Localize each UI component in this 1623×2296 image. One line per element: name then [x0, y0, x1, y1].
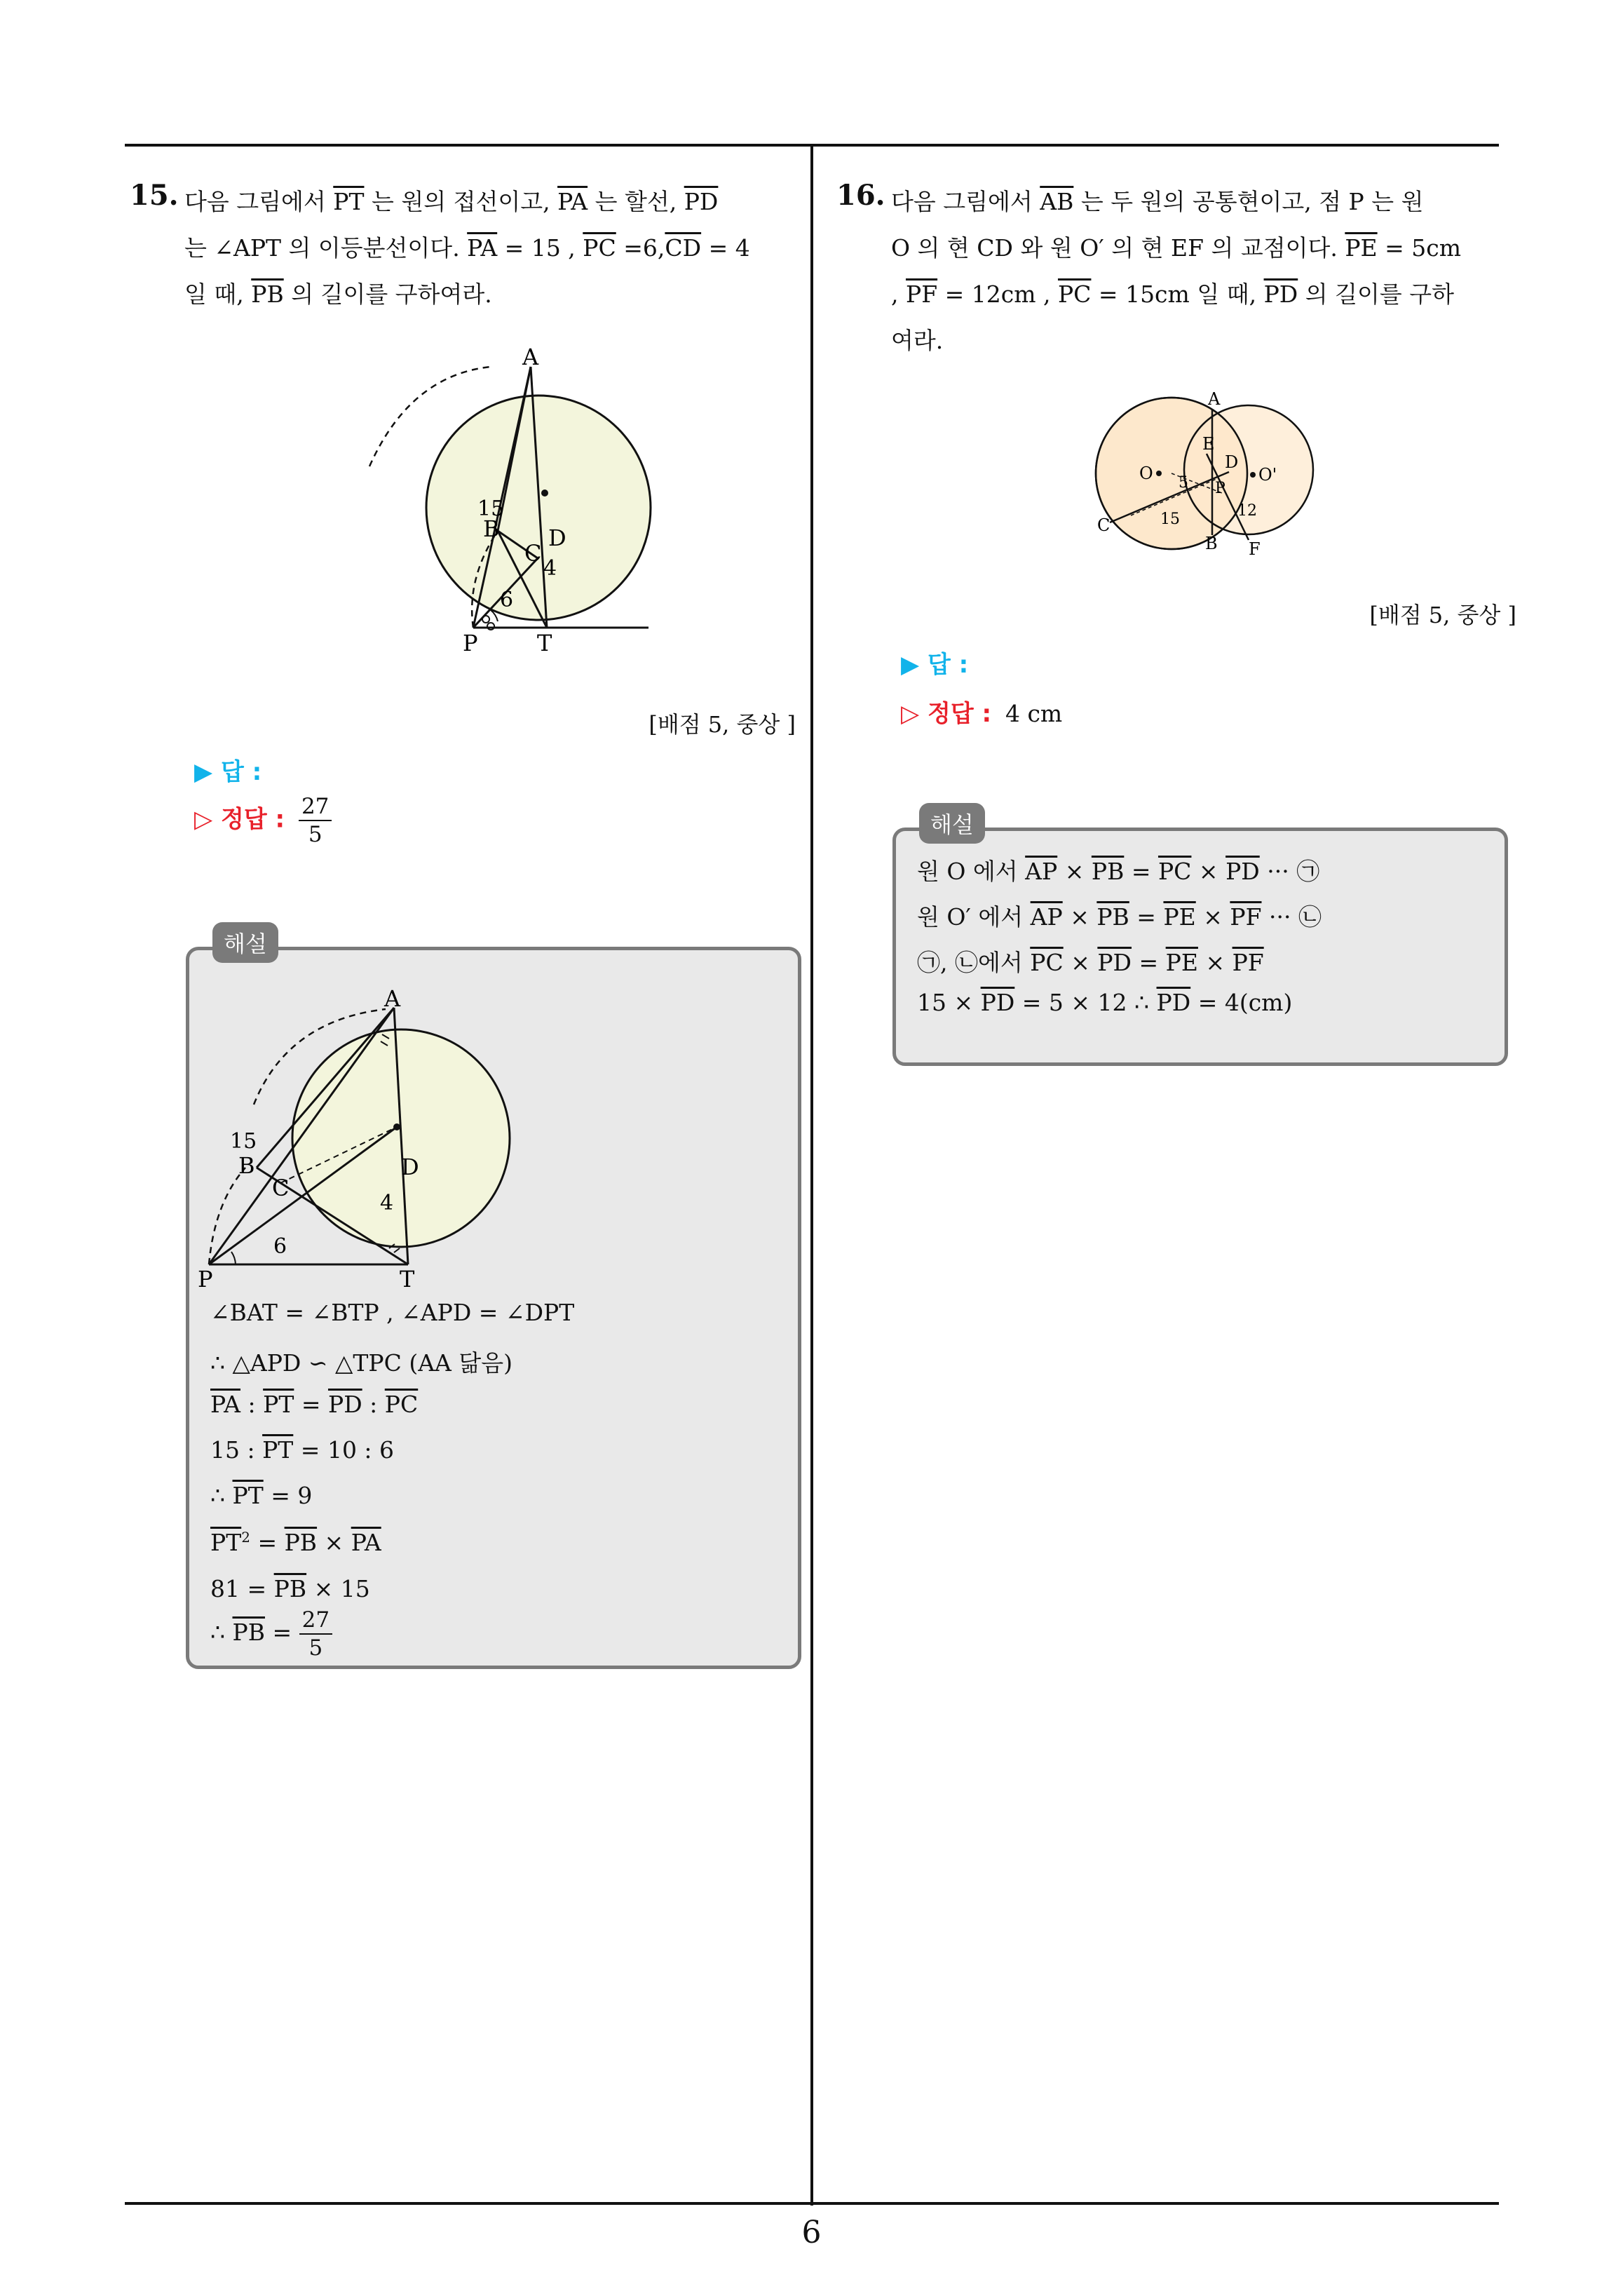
label-A: A	[522, 344, 539, 370]
answer-label: ▶ 답 :	[194, 758, 262, 786]
label-4: 4	[543, 556, 557, 581]
question-line-1: 다음 그림에서 $\overline{PT}$ 는 원의 접선이고, $\overline{PA}$ 는 할선, $\overline{PD}$	[184, 188, 719, 215]
correct-answer-row	[194, 793, 332, 848]
label-12: 12	[1237, 502, 1257, 520]
label-B: B	[483, 515, 500, 542]
solution-tab: 해설	[919, 803, 985, 844]
question-line-1: 다음 그림에서 $\overline{AB}$ 는 두 원의 공통현이고, 점 P 는 원	[891, 188, 1424, 215]
solution-line-6: $\overline{PT}^2 = \overline{PB} \times \overline{PA}$	[210, 1529, 381, 1556]
solution-box	[892, 828, 1508, 1066]
question-number: 15.	[130, 179, 179, 212]
solution-line-3: $\overline{PA}$ : $\overline{PT} = \overline{PD}$ : $\overline{PC}$	[210, 1391, 419, 1418]
question-line-2: O 의 현 CD 와 원 O′ 의 현 EF 의 교점이다. $\overline{PE} = 5cm$	[891, 234, 1462, 262]
solution-line-1: ∠BAT = ∠BTP , ∠APD = ∠DPT	[210, 1299, 575, 1326]
label-C: C	[1097, 515, 1111, 535]
sol-label-6: 6	[273, 1234, 287, 1259]
sol-label-15: 15	[230, 1129, 257, 1154]
label-C: C	[524, 540, 542, 567]
label-O-prime: O'	[1258, 465, 1277, 485]
answer-row	[901, 645, 968, 680]
answer-label: ▶ 답 :	[901, 651, 969, 679]
sol-label-P: P	[198, 1266, 213, 1292]
label-A: A	[1208, 389, 1221, 409]
label-5: 5	[1179, 474, 1188, 492]
label-15: 15	[477, 497, 505, 521]
question-15	[130, 179, 803, 1661]
solution-figure	[198, 985, 526, 1294]
solution-line-2: 원 O′ 에서 $\overline{AP} \times \overline{PB} = \overline{PE} \times \overline{PF}$ ··· ㉡	[917, 903, 1322, 931]
label-P: P	[1215, 480, 1225, 497]
correct-answer-value: 4 cm	[1005, 700, 1063, 727]
label-D: D	[548, 525, 566, 551]
label-P: P	[463, 630, 478, 656]
score-label: [배점 5, 중상 ]	[1369, 602, 1516, 628]
question-16	[836, 179, 1516, 1016]
answer-row	[194, 752, 262, 787]
label-6: 6	[500, 588, 514, 612]
label-15: 15	[1160, 511, 1180, 528]
question-line-3: 일 때, $\overline{PB}$ 의 길이를 구하여라.	[184, 281, 492, 308]
solution-line-7: $81 = \overline{PB} \times 15$	[210, 1575, 370, 1602]
column-divider	[810, 144, 813, 2206]
sol-label-T: T	[400, 1266, 415, 1292]
score-label: [배점 5, 중상 ]	[648, 711, 796, 738]
label-D: D	[1225, 452, 1239, 472]
solution-line-3: ㉠, ㉡에서 $\overline{PC} \times \overline{PD} = \overline{PE} \times \overline{PF}$	[917, 949, 1264, 976]
sol-label-C: C	[272, 1175, 290, 1201]
question-figure	[1082, 389, 1334, 559]
sol-label-A: A	[384, 985, 401, 1012]
solution-tab: 해설	[212, 922, 278, 963]
correct-answer-label: ▷ 정답 :	[194, 805, 285, 834]
solution-fraction: $\frac{27}{5}$	[299, 1607, 332, 1661]
page-number: 6	[801, 2215, 822, 2250]
question-text	[184, 179, 803, 318]
question-figure	[319, 344, 656, 656]
solution-box	[186, 947, 801, 1669]
solution-line-4: $15 \times \overline{PD} = 5 \times 12$ ∴ $\overline{PD} = 4(cm)$	[917, 989, 1293, 1016]
label-F: F	[1249, 539, 1261, 559]
solution-line-1: 원 O 에서 $\overline{AP} \times \overline{PB} = \overline{PC} \times \overline{PD}$ ··· ㉠	[917, 858, 1320, 885]
question-number: 16.	[836, 179, 885, 212]
solution-line-2: ∴ △APD ∽ △TPC (AA 닮음)	[210, 1349, 512, 1377]
question-text	[891, 179, 1509, 364]
correct-answer-label: ▷ 정답 :	[901, 700, 992, 728]
label-B: B	[1205, 534, 1218, 553]
label-T: T	[537, 630, 552, 656]
solution-line-8: ∴ $\overline{PB}$ = $\frac{27}{5}$	[210, 1607, 332, 1661]
sol-label-D: D	[401, 1154, 419, 1180]
question-line-2: 는 ∠APT 의 이등분선이다. $\overline{PA} = 15$ , $\overline{PC} =6,\overline{CD} = 4$	[184, 234, 750, 262]
label-E: E	[1202, 434, 1215, 454]
correct-answer-fraction: $\frac{27}{5}$	[299, 793, 332, 848]
label-O: O	[1139, 464, 1153, 483]
solution-line-4: 15 : $\overline{PT} = 10$ : 6	[210, 1436, 395, 1464]
correct-answer-row	[901, 694, 1062, 729]
sol-label-4: 4	[380, 1191, 394, 1215]
question-line-3: , $\overline{PF} = 12cm$ , $\overline{PC} = 15cm$ 일 때, $\overline{PD}$ 의 길이를 구하	[891, 281, 1454, 308]
sol-label-B: B	[238, 1152, 255, 1179]
solution-line-5: ∴ $\overline{PT} = 9$	[210, 1482, 313, 1509]
question-line-4: 여라.	[891, 327, 944, 354]
bottom-rule	[125, 2202, 1499, 2205]
